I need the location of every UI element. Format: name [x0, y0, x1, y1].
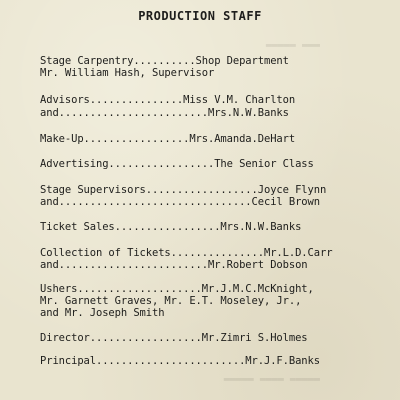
entry-advisors-line-2: and........................Mrs.N.W.Banks	[40, 107, 289, 119]
entry-advisors-line-1: Advisors...............Miss V.M. Charlton	[40, 94, 296, 106]
entry-advertising: Advertising.................The Senior Class	[40, 158, 314, 170]
entry-stage-supervisors-line-1: Stage Supervisors..................Joyce Flynn	[40, 184, 327, 196]
bleed-through-marks: ▬▬▬ ▬▬▬▬▬	[265, 40, 320, 51]
bleed-through-marks: ▬▬▬▬▬ ▬▬▬▬ ▬▬▬▬▬	[223, 374, 320, 385]
entry-ushers-line-1: Ushers....................Mr.J.M.C.McKnight,	[40, 283, 314, 295]
entry-ushers-line-2: Mr. Garnett Graves, Mr. E.T. Moseley, Jr.,	[40, 295, 302, 307]
entry-stage-carpentry-line-1: Stage Carpentry..........Shop Department	[40, 55, 289, 67]
document-title: PRODUCTION STAFF	[138, 9, 262, 23]
entry-collection-line-1: Collection of Tickets...............Mr.L.D.Carr	[40, 247, 333, 259]
entry-stage-carpentry-line-2: Mr. William Hash, Supervisor	[40, 67, 215, 79]
entry-stage-supervisors-line-2: and...............................Cecil Brown	[40, 196, 320, 208]
entry-principal: Principal........................Mr.J.F.Banks	[40, 355, 320, 367]
entry-ushers-line-3: and Mr. Joseph Smith	[40, 307, 165, 319]
entry-ticket-sales: Ticket Sales.................Mrs.N.W.Banks	[40, 221, 302, 233]
entry-director: Director..................Mr.Zimri S.Holmes	[40, 332, 308, 344]
entry-make-up: Make-Up.................Mrs.Amanda.DeHart	[40, 133, 296, 145]
entry-collection-line-2: and........................Mr.Robert Dobson	[40, 259, 308, 271]
